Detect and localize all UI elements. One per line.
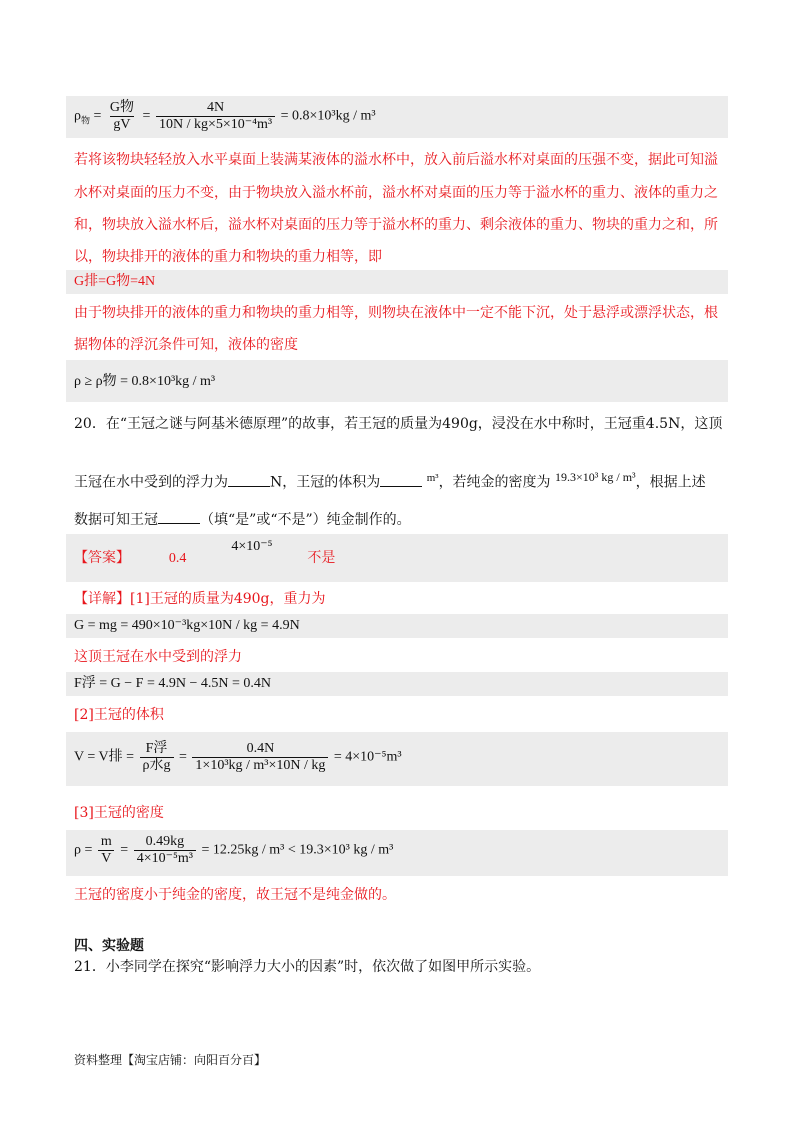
paragraph-line: 据物体的浮沉条件可知，液体的密度 xyxy=(74,337,298,353)
equation-g: G排=G物=4N xyxy=(74,274,156,289)
equation-density-object: $\rho_物$ = $\frac{\text{G物}}{gV}$ = $\frac{4N}{\text{10N / kg×5×10⁻⁴m³}}$ = 0.8×10³kg / m³ xyxy=(74,100,376,132)
question-20-line2: 王冠在水中受到的浮力为 N，王冠的体积为 $^{m^3}$，若纯金的密度为 19.3×10³ kg / m³，根据上述 xyxy=(74,470,706,491)
detail-step2: 这顶王冠在水中受到的浮力 xyxy=(74,649,242,665)
section-heading: 四、实验题 xyxy=(74,938,144,954)
paragraph-line: 若将该物块轻轻放入水平桌面上装满某液体的溢水杯中，放入前后溢水杯对桌面的压强不变，据此可知溢 xyxy=(74,152,718,168)
paragraph-line: 和，物块放入溢水杯后，溢水杯对桌面的压力等于溢水杯的重力、剩余液体的重力、物块的重力之和，所 xyxy=(74,217,718,233)
paragraph-line: 以，物块排开的液体的重力和物块的重力相等，即 xyxy=(74,249,382,265)
answer-line: 【答案】 0.4 4×10⁻⁵ 不是 xyxy=(74,539,336,566)
equation-band xyxy=(66,270,728,294)
answer-blank xyxy=(228,472,270,487)
detail-step4: [3]王冠的密度 xyxy=(74,805,164,821)
answer-blank xyxy=(158,509,200,524)
detail-step1: 【详解】[1]王冠的质量为490g，重力为 xyxy=(74,591,326,607)
equation-volume: V = V排 = $\frac{\text{F浮}}{\text{ρ水g}}$ = $\frac{0.4N}{\text{1×10³kg / m³×10N / kg}}$ = 4×10⁻⁵m³ xyxy=(74,741,402,773)
detail-step3: [2]王冠的体积 xyxy=(74,707,164,723)
answer-blank xyxy=(380,472,422,487)
equation-weight: G = mg = 490×10⁻³kg×10N / kg = 4.9N xyxy=(74,618,300,633)
question-20-line1: 20．在“王冠之谜与阿基米德原理”的故事，若王冠的质量为490g，浸没在水中称时，王冠重4.5N，这顶 xyxy=(74,416,723,432)
footer-text: 资料整理【淘宝店铺：向阳百分百】 xyxy=(74,1053,267,1067)
paragraph-line: 由于物块排开的液体的重力和物块的重力相等，则物块在液体中一定不能下沉，处于悬浮或漂浮状态，根 xyxy=(74,305,718,321)
paragraph-line: 水杯对桌面的压力不变，由于物块放入溢水杯前，溢水杯对桌面的压力等于溢水杯的重力、液体的重力之 xyxy=(74,185,718,201)
equation-crown-density: ρ = $\frac{m}{V}$ = $\frac{0.49kg}{\text{4×10⁻⁵m³}}$ = 12.25kg / m³ < 19.3×10³ kg / m³ xyxy=(74,834,394,866)
equation-rho-liquid: ρ ≥ ρ物 = 0.8×10³kg / m³ xyxy=(74,374,216,389)
detail-conclusion: 王冠的密度小于纯金的密度，故王冠不是纯金做的。 xyxy=(74,887,396,903)
question-20-line3: 数据可知王冠 （填“是”或“不是”）纯金制作的。 xyxy=(74,509,411,530)
equation-buoyancy: F浮 = G − F = 4.9N − 4.5N = 0.4N xyxy=(74,676,271,691)
question-21: 21．小李同学在探究“影响浮力大小的因素”时，依次做了如图甲所示实验。 xyxy=(74,959,541,975)
